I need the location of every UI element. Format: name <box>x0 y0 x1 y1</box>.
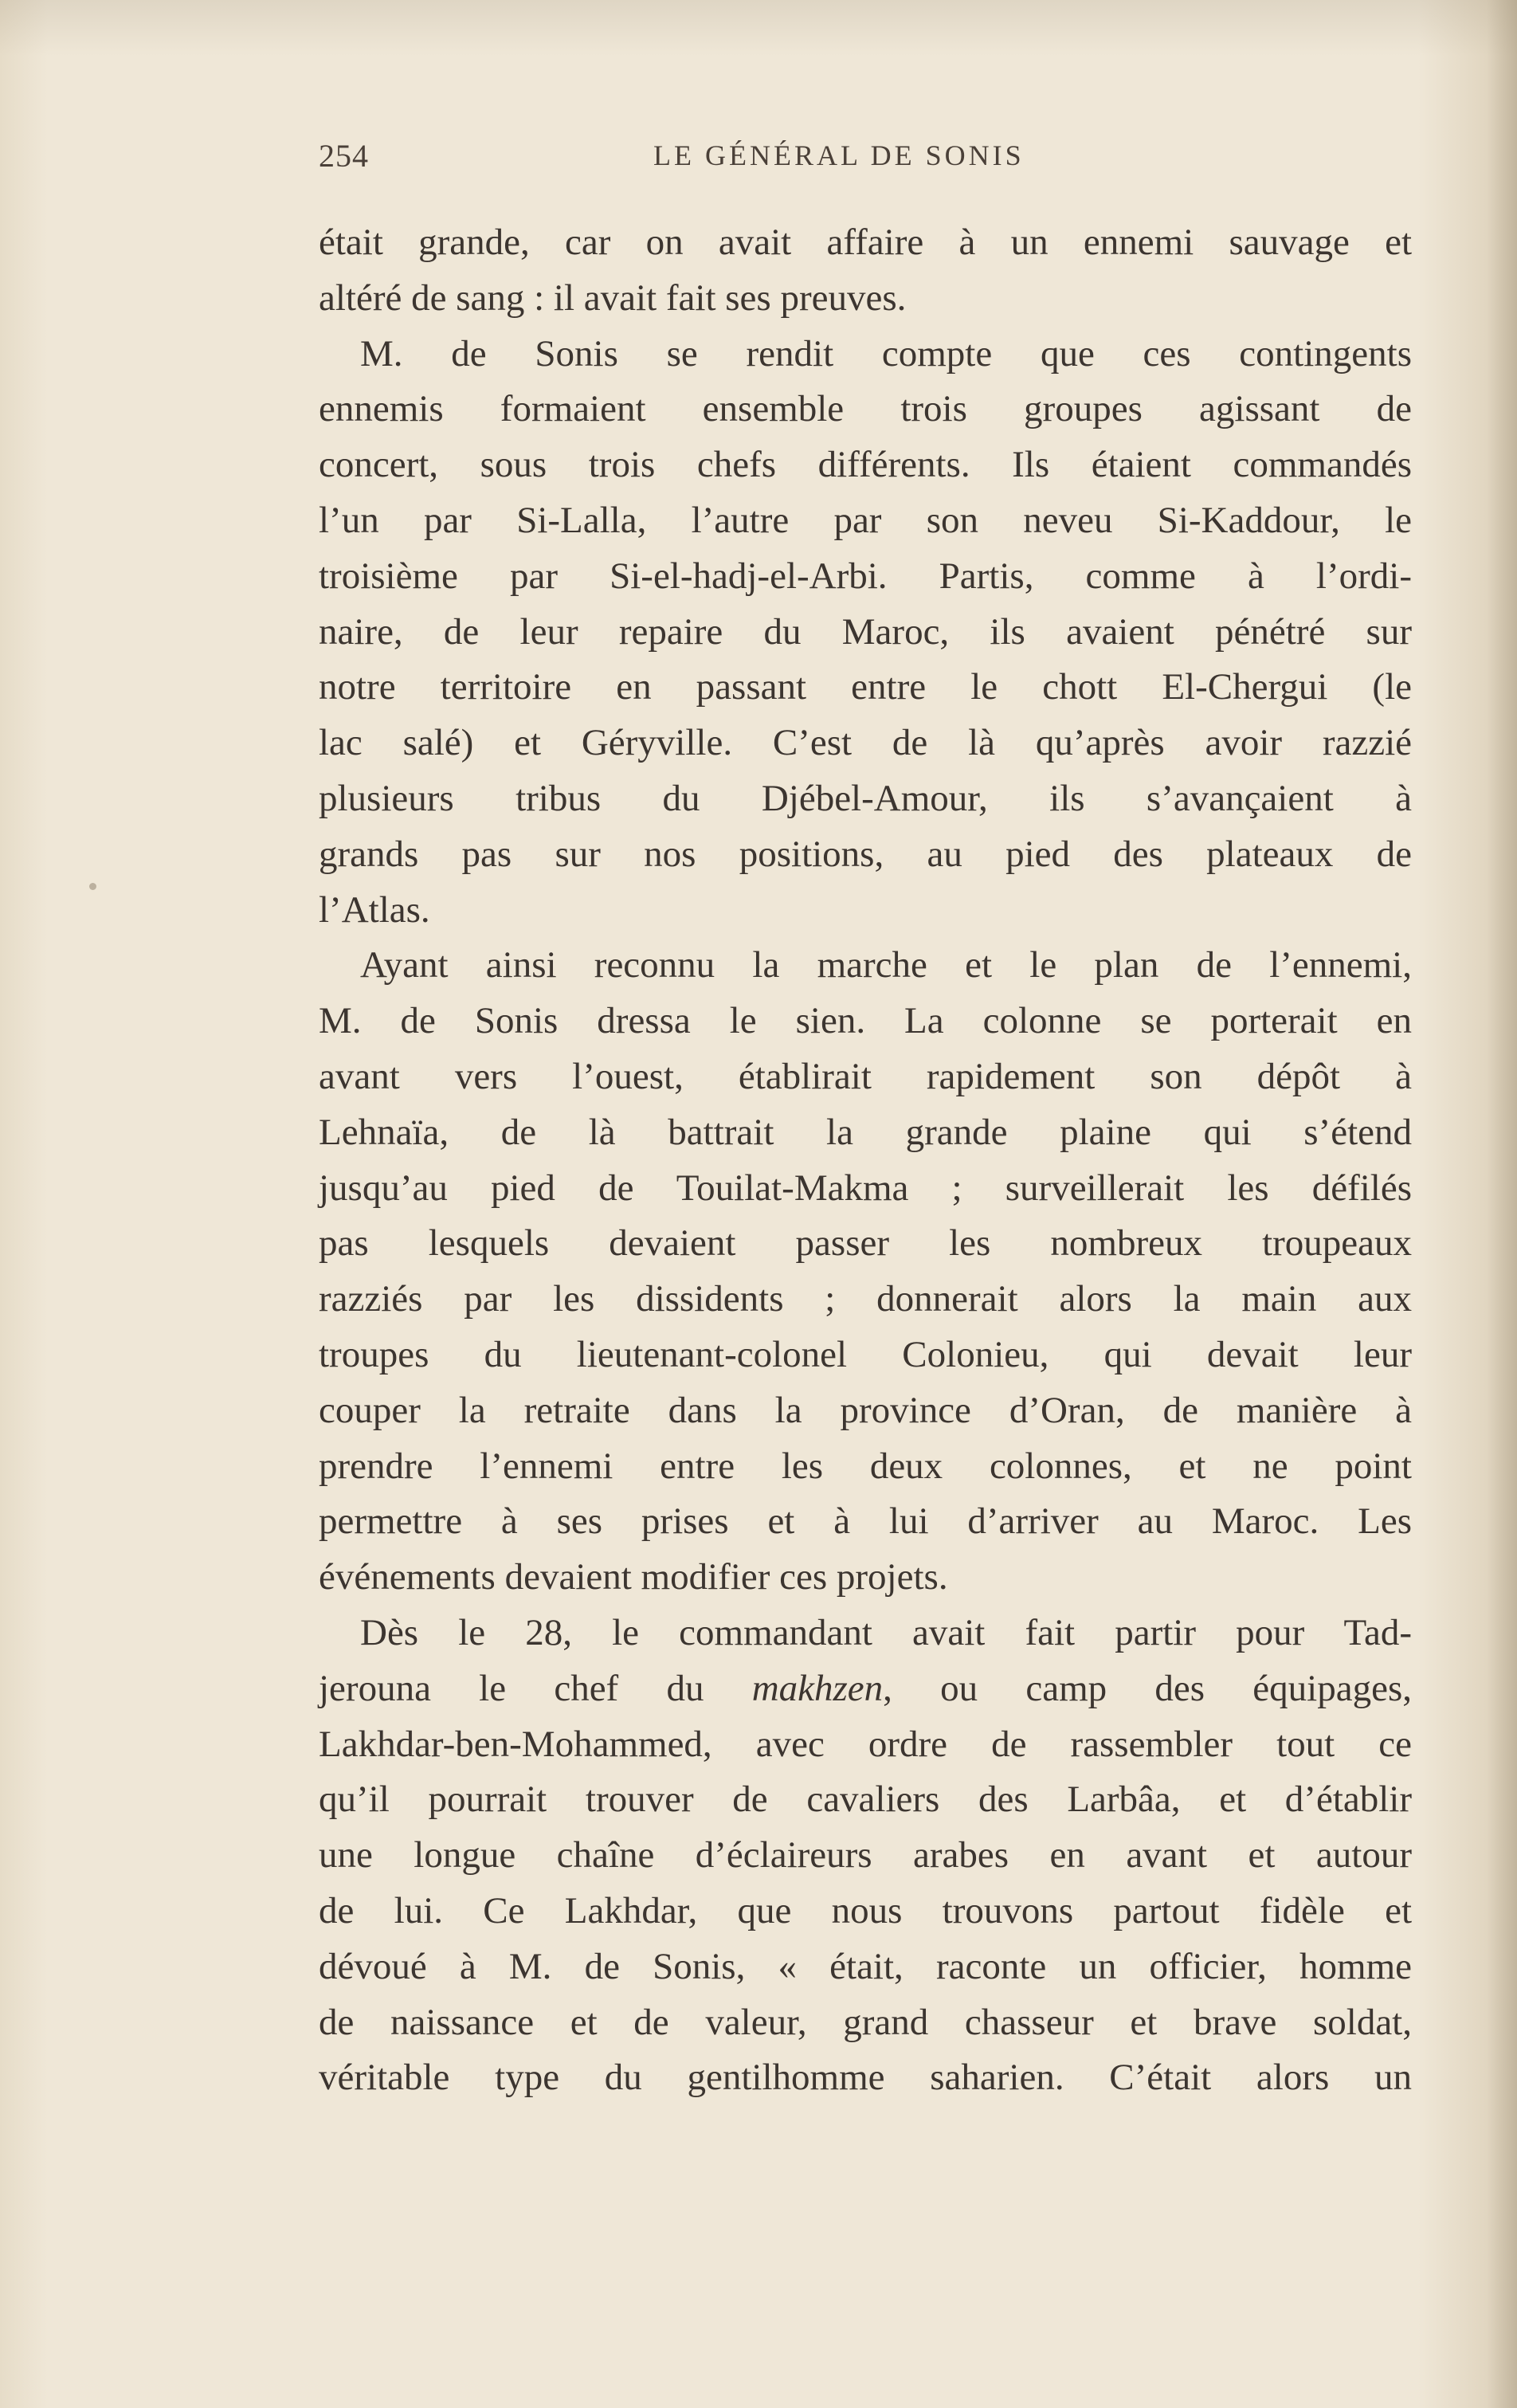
text-line: événements devaient modifier ces projets. <box>319 1556 948 1598</box>
text-line: prendre l’ennemi entre les deux colonnes, et ne point <box>319 1445 1412 1487</box>
text-line: de naissance et de valeur, grand chasseur et brave soldat, <box>319 2001 1412 2043</box>
text-line: Lehnaïa, de là battrait la grande plaine qui s’étend <box>319 1111 1412 1153</box>
text-line: jusqu’au pied de Touilat-Makma ; surveillerait les défilés <box>319 1167 1412 1209</box>
text-line: notre territoire en passant entre le chott El-Chergui (le <box>319 666 1412 708</box>
body-text <box>319 215 1412 2106</box>
text-line: une longue chaîne d’éclaireurs arabes en avant et autour <box>319 1834 1412 1877</box>
text-line: dévoué à M. de Sonis, « était, raconte un officier, homme <box>319 1945 1412 1987</box>
text-line: ennemis formaient ensemble trois groupes agissant de <box>319 388 1412 430</box>
text-line: permettre à ses prises et à lui d’arriver au Maroc. Les <box>319 1500 1412 1543</box>
text-line: troupes du lieutenant-colonel Colonieu, qui devait leur <box>319 1333 1412 1375</box>
page-edge-shadow <box>1487 0 1517 2408</box>
text-line: pas lesquels devaient passer les nombreux troupeaux <box>319 1222 1412 1265</box>
text-line: naire, de leur repaire du Maroc, ils avaient pénétré sur <box>319 610 1412 653</box>
text-line: troisième par Si-el-hadj-el-Arbi. Partis, comme à l’ordi- <box>319 555 1412 597</box>
running-header <box>319 137 1412 193</box>
text-line: véritable type du gentilhomme saharien. C’était alors un <box>319 2057 1412 2099</box>
page-number: 254 <box>319 138 369 174</box>
text-line: plusieurs tribus du Djébel-Amour, ils s’avançaient à <box>319 777 1412 819</box>
text-line: M. de Sonis se rendit compte que ces contingents <box>360 332 1412 375</box>
text-line: Ayant ainsi reconnu la marche et le plan de l’ennemi, <box>360 944 1412 986</box>
text-line: l’un par Si-Lalla, l’autre par son neveu Si-Kaddour, le <box>319 499 1412 541</box>
text-line: M. de Sonis dressa le sien. La colonne se porterait en <box>319 1000 1412 1042</box>
text-line: Dès le 28, le commandant avait fait partir pour Tad- <box>360 1611 1412 1653</box>
italic-term: makhzen <box>751 1667 884 1709</box>
text-line: altéré de sang : il avait fait ses preuves. <box>319 276 907 319</box>
text-line: grands pas sur nos positions, au pied des plateaux de <box>319 833 1412 875</box>
text-line: jerouna le chef du makhzen, ou camp des équipages, <box>319 1667 1412 1709</box>
text-line: concert, sous trois chefs différents. Ils étaient commandés <box>319 444 1412 486</box>
text-line: était grande, car on avait affaire à un ennemi sauvage et <box>319 222 1412 263</box>
text-line: l’Atlas. <box>319 888 430 931</box>
text-line: lac salé) et Géryville. C’est de là qu’après avoir razzié <box>319 722 1412 764</box>
text-line: razziés par les dissidents ; donnerait alors la main aux <box>319 1278 1412 1320</box>
page-top-shadow <box>0 0 1517 56</box>
running-title: LE GÉNÉRAL DE SONIS <box>653 139 1025 171</box>
text-line: couper la retraite dans la province d’Oran, de manière à <box>319 1389 1412 1431</box>
text-line: qu’il pourrait trouver de cavaliers des Larbâa, et d’établir <box>319 1779 1412 1821</box>
ink-speck <box>89 883 96 890</box>
text-line: avant vers l’ouest, établirait rapidement son dépôt à <box>319 1055 1412 1097</box>
text-line: de lui. Ce Lakhdar, que nous trouvons partout fidèle et <box>319 1889 1412 1931</box>
text-line: Lakhdar-ben-Mohammed, avec ordre de rassembler tout ce <box>319 1723 1412 1765</box>
